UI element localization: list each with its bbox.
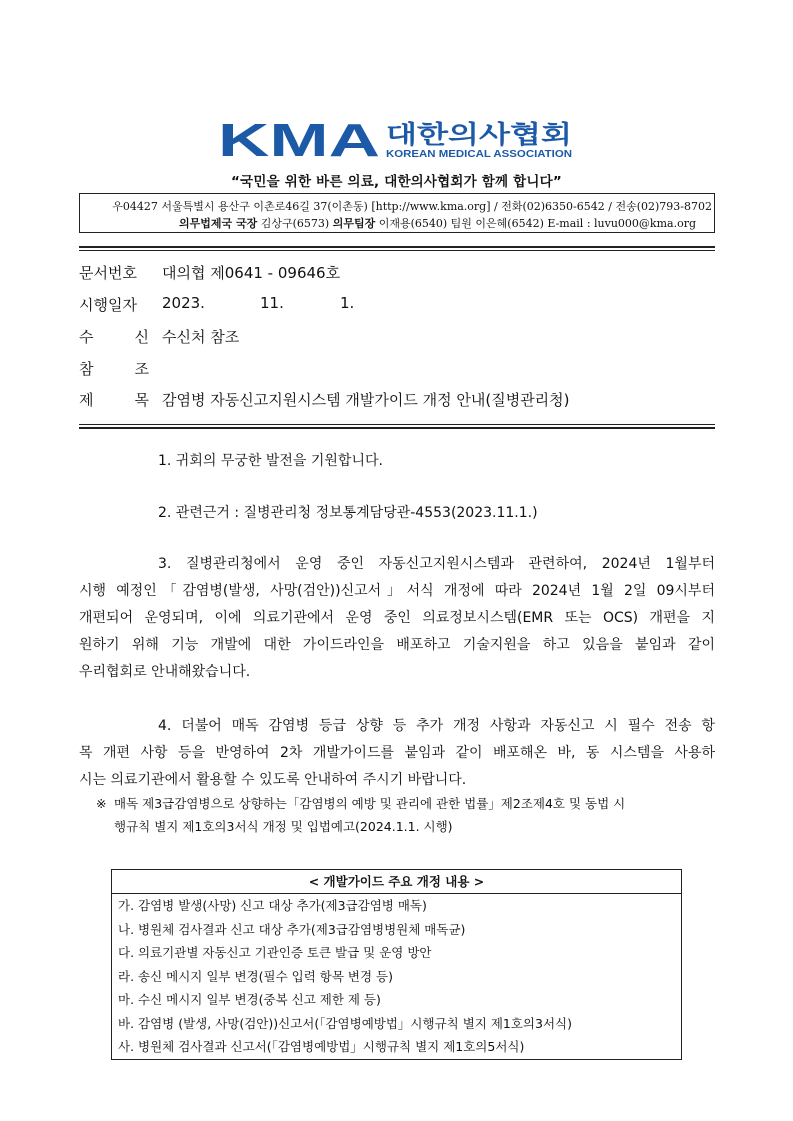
date-row [79,294,479,314]
doc-number-value: 대의협 제0641 - 09646호 [162,264,341,282]
recipient-label [79,326,149,347]
header-divider-thin [79,250,715,251]
logo-org-name-en: KOREAN MEDICAL ASSOCIATION [386,148,572,160]
logo-letters: KMA [218,118,380,160]
contact-dept-label: 의무법제국 국장 [179,217,258,230]
doc-number-label: 문서번호 [79,264,137,282]
paragraph-2 [79,500,715,527]
paragraph-4-line: 4. 더불어 매독 감염병 등급 상향 등 추가 개정 사항과 자동신고 시 필수 전송 항 [158,718,715,734]
contact-team-value: 이재용(6540) 팀원 이은혜(6542) E-mail : luvu000@kma.org [378,217,696,230]
date-year: 2023. [162,294,205,312]
guide-table-item: 사. 병원체 검사결과 신고서(「감염병예방법」시행규칙 별지 제1호의5서식) [118,1039,525,1054]
date-day: 1. [340,294,355,312]
recipient-label-b: 신 [134,328,149,346]
guide-table-item: 바. 감염병 (발생, 사망(검안))신고서(「감염병예방법」시행규칙 별지 제1호의3서식) [118,1015,572,1031]
paragraph-2-text: 2. 관련근거 : 질병관리청 정보통계담당관-4553(2023.11.1.) [158,505,538,521]
subject-label-a: 제 [79,391,94,409]
paragraph-1 [79,448,715,475]
date-month: 11. [260,294,284,312]
subject-label-b: 목 [134,391,149,409]
guide-table-item: 나. 병원체 검사결과 신고 대상 추가(제3급감염병병원체 매독균) [118,921,466,937]
guide-table-item: 다. 의료기관별 자동신고 기관인증 토큰 발급 및 운영 방안 [118,945,432,960]
reference-label-b: 조 [134,360,149,378]
recipient-label-a: 수 [79,328,94,346]
contact-team-label: 의무팀장 [332,217,376,230]
legal-note [96,792,706,838]
subject-value: 감염병 자동신고지원시스템 개발가이드 개정 안내(질병관리청) [162,391,570,409]
reference-label [79,358,149,379]
meta-divider [79,427,715,429]
subject-label [79,389,149,410]
paragraph-3-line: 우리협회로 안내해왔습니다. [79,664,251,680]
paragraph-3 [79,551,715,686]
note-bullet: ※ [96,796,107,811]
contact-address-line: 우04427 서울특별시 용산구 이촌로46길 37(이촌동) [http://www.kma.org] / 전화(02)6350-6542 / 전송(02)793-8702 [112,200,712,213]
note-line-1: 매독 제3급감염병으로 상향하는「감염병의 예방 및 관리에 관한 법률」제2조제4호 및 동법 시 [114,796,626,811]
paragraph-1-text: 1. 귀회의 무궁한 발전을 기원합니다. [158,453,383,469]
paragraph-4-line: 목 개편 사항 등을 반영하여 2차 개발가이드를 붙임과 같이 배포해온 바, 동 시스템을 사용하 [79,745,715,761]
guide-table-title: < 개발가이드 주요 개정 내용 > [112,870,681,894]
meta-divider-thin [79,424,715,425]
guide-table-item: 라. 송신 메시지 일부 변경(필수 입력 항목 변경 등) [118,968,393,984]
header-divider [79,246,715,248]
paragraph-3-line: 개편되어 운영되며, 이에 의료기관에서 운영 중인 의료정보시스템(EMR 또는 OCS) 개편을 지 [79,610,715,626]
guide-table-item: 가. 감염병 발생(사망) 신고 대상 추가(제3급감염병 매독) [118,898,427,913]
guide-changes-table [111,869,682,1060]
contact-dept-value: 김상구(6573) [260,217,330,230]
slogan: “국민을 위한 바른 의료, 대한의사협회가 함께 합니다” [231,174,562,190]
guide-table-item: 마. 수신 메시지 일부 변경(중복 신고 제한 제 등) [118,992,381,1007]
reference-label-a: 참 [79,360,94,378]
note-line-2: 행규칙 별지 제1호의3서식 개정 및 입법예고(2024.1.1. 시행) [114,819,453,834]
contact-staff-line [179,215,696,231]
paragraph-3-line: 3. 질병관리청에서 운영 중인 자동신고지원시스템과 관련하여, 2024년 1월부터 [158,556,715,572]
paragraph-4 [79,713,715,794]
recipient-value: 수신처 참조 [162,328,240,346]
logo-org-name-ko: 대한의사협회 [386,120,572,149]
kma-logo [218,118,578,160]
contact-box [79,193,715,233]
paragraph-3-line: 시행 예정인「감염병(발생, 사망(검안))신고서」서식 개정에 따라 2024년 1월 2일 09시부터 [79,583,715,599]
paragraph-4-line: 시는 의료기관에서 활용할 수 있도록 안내하여 주시기 바랍니다. [79,772,467,788]
date-label: 시행일자 [79,296,137,314]
paragraph-3-line: 원하기 위해 기능 개발에 대한 가이드라인을 배포하고 기술지원을 하고 있음을 붙임과 같이 [79,637,715,653]
